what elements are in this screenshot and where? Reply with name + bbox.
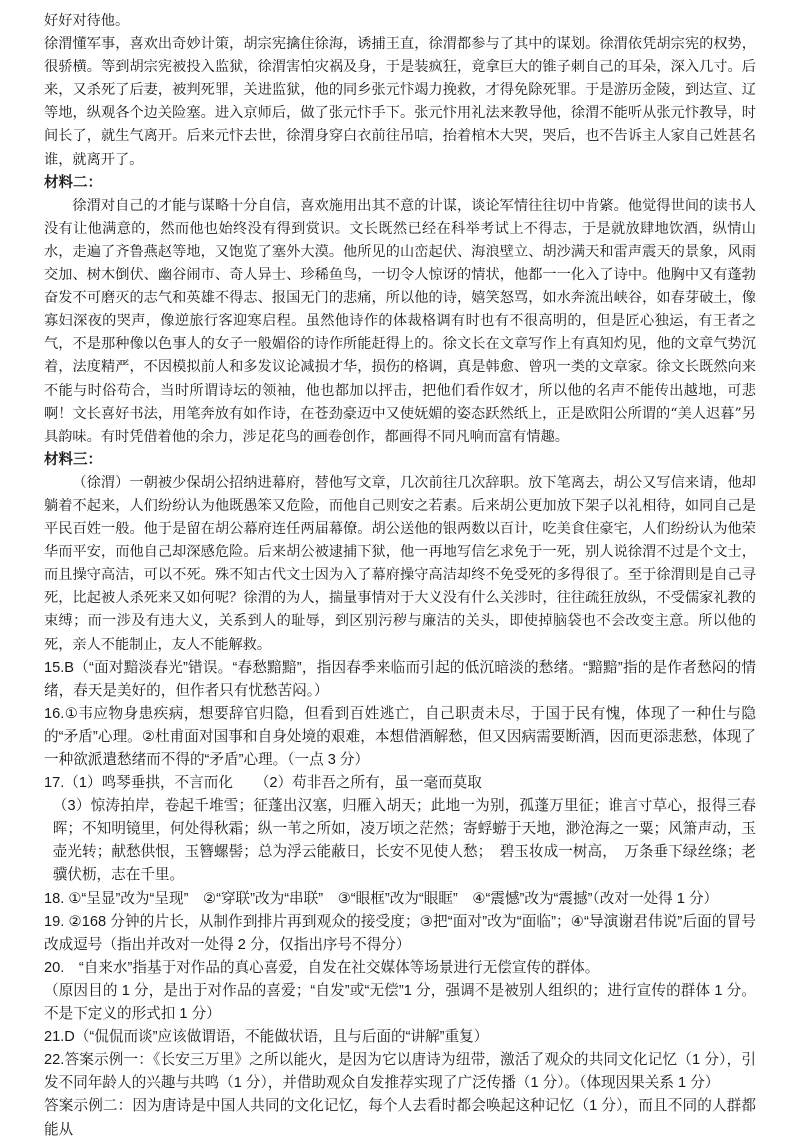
answer-20: 20. “自来水”指基于对作品的真心喜爱，自发在社交媒体等场景进行无偿宣传的群体。 [44, 959, 600, 976]
material-3-heading: 材料三： [44, 451, 102, 468]
answer-19: 19. ②168 分钟的片长，从制作到排片再到观众的接受度；③把“面对”改为“面临”；④“导演谢君伟说”后面的冒号改成逗号（指出并改对一处得 2 分，仅指出序号不得分） [44, 913, 756, 953]
answer-17-part-1-2: 17.（1）鸣琴垂拱，不言而化 （2）苟非吾之所有，虽一毫而莫取 [44, 775, 482, 792]
answer-17-part-3: （3）惊涛拍岸，卷起千堆雪；征蓬出汉塞，归雁入胡天；此地一为别，孤蓬万里征；谁言寸草心，报得三春晖；不知明镜里，何处得秋霜；纵一苇之所如，凌万顷之茫然；寄蜉蝣于天地，渺沧海之一粟；风箫声动，玉壶光转；献愁供恨，玉簪螺髻；总为浮云能蔽日，长安不见使人愁； 碧玉妆成一树高， 万条垂下绿丝绦；老骥伏枥，志在千里。 [52, 798, 756, 884]
paragraph: 好好对待他。 [44, 13, 130, 29]
material-2-paragraph: 徐渭对自己的才能与谋略十分自信，喜欢施用出其不意的计谋，谈论军情往往切中肯綮。他觉得世间的读书人没有让他满意的，然而他也始终没有得到赏识。文长既然已经在科举考试上不得志，于是就放肆地饮酒，纵情山水，走遍了齐鲁燕赵等地，又饱览了塞外大漠。他所见的山峦起伏、海浪壁立、胡沙满天和雷声震天的景象，风雨交加、树木倒伏、幽谷闹市、奇人异士、珍稀鱼鸟，一切令人惊讶的情状，他都一一化入了诗中。他胸中又有蓬勃奋发不可磨灭的志气和英雄不得志、报国无门的悲痛，所以他的诗，嬉笑怒骂，如水奔流出峡谷，如春芽破土，像寡妇深夜的哭声，像逆旅行客迎寒启程。虽然他诗作的体裁格调有时也有不很高明的，但是匠心独运，有王者之气，不是那种像以色事人的女子一般媚俗的诗作所能赶得上的。徐文长在文章写作上有真知灼见，他的文章气势沉着，法度精严，不因模拟前人和多发议论减损才华，损伤的格调，真是韩愈、曾巩一类的文章家。徐文长既然向来不能与时俗苟合，当时所谓诗坛的领袖，他也都加以抨击，把他们看作奴才，所以他的名声不能传出越地，可悲啊！文长喜好书法，用笔奔放有如作诗，在苍劲豪迈中又使妩媚的姿态跃然纸上，正是欧阳公所谓的“美人迟暮”另具韵味。有时凭借着他的余力，涉足花鸟的画卷创作，都画得不同凡响而富有情趣。 [44, 197, 756, 445]
answer-16: 16.①韦应物身患疾病，想要辞官归隐，但看到百姓逃亡，自己职责未尽，于国于民有愧，体现了一种仕与隐的“矛盾”心理。②杜甫面对国事和自身处境的艰难，本想借酒解愁，但又因病需要断酒，因而更添悲愁，体现了一种欲派遣愁绪而不得的“矛盾”心理。（一点 3 分） [44, 705, 756, 768]
answer-18: 18. ①“呈显”改为“呈现” ②“穿联”改为“串联” ③“眼框”改为“眼眶” ④“震憾”改为“震撼”（改对一处得 1 分） [44, 890, 719, 907]
answer-key-section [44, 657, 756, 1142]
answer-20-scoring: （原因目的 1 分，是出于对作品的喜爱；“自发”或“无偿”1 分，强调不是被别人组织的；进行宣传的群体 1 分。不是下定义的形式扣 1 分） [44, 982, 756, 1023]
paragraph: 徐渭懂军事，喜欢出奇妙计策，胡宗宪擒住徐海，诱捕王直，徐渭都参与了其中的谋划。徐渭依凭胡宗宪的权势，很骄横。等到胡宗宪被投入监狱，徐渭害怕灾祸及身，于是装疯狂，竟拿巨大的锥子刺自己的耳朵，深入几寸。后来，又杀死了后妻，被判死罪，关进监狱，他的同乡张元忭竭力挽救，才得免除死罪。于是游历金陵，到达宣、辽等地，纵观各个边关险塞。进入京师后，做了张元忭手下。张元忭用礼法来教导他，徐渭不能听从张元忭教导，时间长了，就生气离开。后来元忭去世，徐渭身穿白衣前往吊唁，抬着棺木大哭，哭后，也不告诉主人家自己姓甚名谁，就离开了。 [44, 36, 756, 168]
material-2-heading: 材料二： [44, 174, 102, 191]
answer-15: 15.B（“面对黯淡春光”错误。“春愁黯黯”，指因春季来临而引起的低沉暗淡的愁绪。“黯黯”指的是作者愁闷的情绪，春天是美好的，但作者只有忧愁苦闷。） [44, 659, 756, 699]
material-3-paragraph: （徐渭）一朝被少保胡公招纳进幕府，替他写文章，几次前往几次辞职。放下笔离去，胡公又写信来请，他却躺着不起来，人们纷纷认为他既愚笨又危险，而他自己则安之若素。后来胡公更加放下架子以礼相待，如同自己是平民百姓一般。他于是留在胡公幕府连任两届幕僚。胡公送他的银两数以百计，吃美食住豪宅，人们纷纷认为他荣华而平安，而他自己却深感危险。后来胡公被逮捕下狱，他一再地写信乞求免于一死，别人说徐渭不过是个文士，而且操守高洁，可以不死。殊不知古代文士因为入了幕府操守高洁却终不免受死的多得很了。至于徐渭則是自己寻死，比起被人杀死来又如何呢？徐渭的为人，揣量事情对于大义没有什么关涉时，往往疏狂放纵，不受儒家礼教的束缚；而一涉及有违大义，关系到人的耻辱，到区别污秽与廉洁的关头，即使掉脑袋也不会改变主意。所以他的死，亲人不能制止，友人不能解救。 [44, 474, 756, 653]
passage-section [44, 10, 756, 657]
answer-22-example-2: 答案示例二：因为唐诗是中国人共同的文化记忆，每个人去看时都会唤起这种记忆（1 分），而且不同的人群都能从 [44, 1098, 756, 1138]
answer-21: 21.D（“侃侃而谈”应该做谓语，不能做状语，且与后面的“讲解”重复） [44, 1029, 489, 1046]
answer-22-example-1: 22.答案示例一：《长安三万里》之所以能火，是因为它以唐诗为纽带，激活了观众的共同文化记忆（1 分），引发不同年龄人的兴趣与共鸣（1 分），并借助观众自发推荐实现了广泛传播（1 分）。（体现因果关系 1 分） [44, 1052, 756, 1092]
